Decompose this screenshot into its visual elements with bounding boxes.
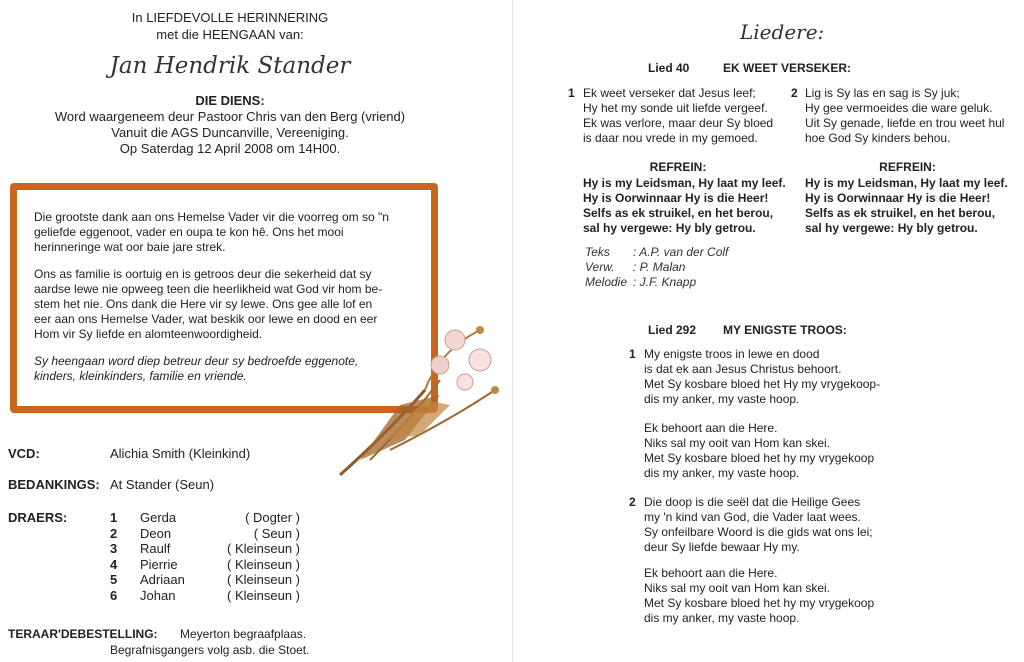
- tribute-line: herinneringe wat oor baie jare strek.: [34, 240, 226, 254]
- lyric-line: Uit Sy genade, liefde en trou weet hul: [805, 116, 1005, 130]
- bedankings-label: BEDANKINGS:: [8, 477, 100, 492]
- header-line1: In LIEFDEVOLLE HERINNERING: [131, 10, 329, 25]
- tribute-line: Hom vir Sy liefde en alomteenwoordigheid.: [34, 327, 263, 341]
- deceased-name: Jan Hendrik Stander: [109, 53, 351, 79]
- draer-name: Pierrie: [140, 556, 178, 572]
- credit-row: [585, 275, 728, 290]
- lied40-verse2-number: 2: [791, 86, 798, 100]
- lyric-line: My enigste troos in lewe en dood: [644, 347, 820, 361]
- lyric-line: deur Sy liefde bewaar Hy my.: [644, 540, 800, 554]
- draer-num: 5: [110, 572, 118, 588]
- lyric-line: Hy gee vermoeides die ware geluk.: [805, 101, 993, 115]
- credit-value: : A.P. van der Colf: [633, 245, 729, 259]
- credit-row: [585, 260, 728, 275]
- lied292-verse2-number: 2: [629, 495, 636, 509]
- lied292-verse2: [644, 495, 873, 555]
- credit-key: Verw.: [585, 260, 615, 274]
- lyric-line: dis my anker, my vaste hoop.: [644, 466, 800, 480]
- lyric-line: Die doop is die seël dat die Heilige Gees: [644, 495, 861, 509]
- lied40-verse2: [805, 86, 1004, 146]
- tribute-line: kinders, kleinkinders, familie en vriende.: [34, 369, 247, 383]
- refrain-left: [583, 176, 786, 236]
- lied292-chorus1: [644, 421, 874, 481]
- tribute-line: Sy heengaan word diep betreur deur sy bedroefde eggenote,: [34, 354, 359, 368]
- lied292-number: Lied 292: [648, 323, 697, 337]
- service-heading: DIE DIENS:: [195, 93, 265, 108]
- refrain-line: Hy is my Leidsman, Hy laat my leef.: [583, 176, 786, 190]
- lyric-line: Niks sal my ooit van Hom kan skei.: [644, 581, 831, 595]
- credit-value: : J.F. Knapp: [633, 275, 697, 289]
- draer-row: [110, 510, 310, 526]
- draer-num: 1: [110, 510, 118, 525]
- draer-relation: ( Kleinseun ): [227, 572, 300, 588]
- tribute-line: eer aan ons Hemelse Vader, wat beskik oor lewe en dood en eer: [34, 312, 378, 326]
- draer-relation: ( Dogter ): [245, 510, 300, 525]
- draer-num: 3: [110, 541, 118, 557]
- refrain-line: Selfs as ek struikel, en het berou,: [805, 206, 996, 220]
- draer-relation: ( Kleinseun ): [227, 587, 300, 603]
- draer-row: [110, 526, 310, 542]
- lyric-line: Hy het my sonde uit liefde vergeef.: [583, 101, 768, 115]
- lyric-line: is dat ek aan Jesus Christus behoort.: [644, 362, 842, 376]
- page-fold: [512, 0, 513, 662]
- draer-row: [110, 588, 310, 604]
- draer-num: 2: [110, 525, 118, 541]
- draer-relation: ( Seun ): [253, 525, 300, 541]
- draer-num: 4: [110, 556, 118, 572]
- teraardebestelling-label: TERAAR'DEBESTELLING:: [8, 627, 158, 641]
- tribute-line: Die grootste dank aan ons Hemelse Vader vir die voorreg om so "n: [34, 210, 389, 224]
- refrain-heading-right: REFREIN:: [879, 160, 936, 174]
- draer-name: Johan: [140, 587, 176, 603]
- lied40-number: Lied 40: [648, 61, 690, 75]
- lyric-line: hoe God Sy kinders behou.: [805, 131, 951, 145]
- lied292-chorus2: [644, 566, 874, 626]
- bedankings-value: At Stander (Seun): [110, 477, 215, 492]
- tribute-paragraph-1: [34, 210, 424, 255]
- tribute-line: aardse lewe nie opweeg teen die heerlikheid wat God vir hom be-: [34, 282, 383, 296]
- lied40-credits: [585, 245, 728, 290]
- lyric-line: dis my anker, my vaste hoop.: [644, 392, 800, 406]
- draers-label: DRAERS:: [8, 510, 68, 525]
- credit-value: : P. Malan: [633, 260, 686, 274]
- refrain-line: Hy is Oorwinnaar Hy is die Heer!: [805, 191, 991, 205]
- credit-key: Teks: [585, 245, 610, 259]
- draer-row: [110, 541, 310, 557]
- draer-num: 6: [110, 587, 118, 603]
- lied292-verse1: [644, 347, 880, 407]
- teraardebestelling-line2: Begrafnisgangers volg asb. die Stoet.: [110, 643, 310, 657]
- lyric-line: Met Sy kosbare bloed het hy my vrygekoop: [644, 596, 875, 610]
- refrain-line: sal hy vergewe: Hy bly getrou.: [805, 221, 978, 235]
- draer-relation: ( Kleinseun ): [227, 556, 300, 572]
- lied292-verse1-number: 1: [629, 347, 636, 361]
- lyric-line: Sy onfeilbare Woord is die gids wat ons lei;: [644, 525, 873, 539]
- draer-name: Deon: [140, 525, 172, 541]
- draer-name: Gerda: [140, 510, 177, 525]
- service-line1: Word waargeneem deur Pastoor Chris van den Berg (vriend): [54, 109, 406, 124]
- lied40-verse1: [583, 86, 773, 146]
- tribute-line: Ons as familie is oortuig en is getroos deur die sekerheid dat sy: [34, 267, 372, 281]
- liedere-title: Liedere:: [740, 20, 825, 44]
- refrain-heading-left: REFREIN:: [649, 160, 707, 174]
- draer-name: Raulf: [140, 541, 171, 557]
- lyric-line: Ek behoort aan die Here.: [644, 421, 778, 435]
- flower-decoration-icon: [330, 310, 510, 480]
- lyric-line: is daar nou vrede in my gemoed.: [583, 131, 758, 145]
- service-line3: Op Saterdag 12 April 2008 om 14H00.: [119, 141, 341, 156]
- lyric-line: dis my anker, my vaste hoop.: [644, 611, 800, 625]
- refrain-right: [805, 176, 1008, 236]
- lyric-line: Lig is Sy las en sag is Sy juk;: [805, 86, 960, 100]
- refrain-line: sal hy vergewe: Hy bly getrou.: [583, 221, 756, 235]
- refrain-line: Hy is my Leidsman, Hy laat my leef.: [805, 176, 1008, 190]
- draer-name: Adriaan: [140, 572, 185, 588]
- lied40-verse1-number: 1: [568, 86, 575, 100]
- lyric-line: Niks sal my ooit van Hom kan skei.: [644, 436, 831, 450]
- tribute-line: geliefde eggenoot, vader en oupa te kon hê. Ons het mooi: [34, 225, 344, 239]
- refrain-line: Hy is Oorwinnaar Hy is die Heer!: [583, 191, 769, 205]
- lyric-line: my 'n kind van God, die Vader laat wees.: [644, 510, 861, 524]
- lyric-line: Ek behoort aan die Here.: [644, 566, 778, 580]
- lied40-title: EK WEET VERSEKER:: [723, 61, 852, 75]
- credit-row: [585, 245, 728, 260]
- refrain-line: Selfs as ek struikel, en het berou,: [583, 206, 774, 220]
- lyric-line: Met Sy kosbare bloed het Hy my vrygekoop-: [644, 377, 881, 391]
- draer-row: [110, 572, 310, 588]
- header-line2: met die HEENGAAN van:: [156, 27, 304, 42]
- lied292-title: MY ENIGSTE TROOS:: [723, 323, 847, 337]
- service-line2: Vanuit die AGS Duncanville, Vereeniging.: [111, 125, 349, 140]
- teraardebestelling-line1: Meyerton begraafplaas.: [180, 627, 307, 641]
- draers-list: [110, 510, 310, 604]
- lyric-line: Met Sy kosbare bloed het hy my vrygekoop: [644, 451, 875, 465]
- lyric-line: Ek weet verseker dat Jesus leef;: [583, 86, 756, 100]
- tribute-line: stem het nie. Ons dank die Here vir sy lewe. Ons gee alle lof en: [34, 297, 373, 311]
- vcd-label: VCD:: [8, 446, 40, 461]
- draer-relation: ( Kleinseun ): [227, 541, 300, 557]
- lyric-line: Ek was verlore, maar deur Sy bloed: [583, 116, 774, 130]
- vcd-value: Alichia Smith (Kleinkind): [110, 446, 251, 461]
- draer-row: [110, 557, 310, 573]
- credit-key: Melodie: [585, 275, 628, 289]
